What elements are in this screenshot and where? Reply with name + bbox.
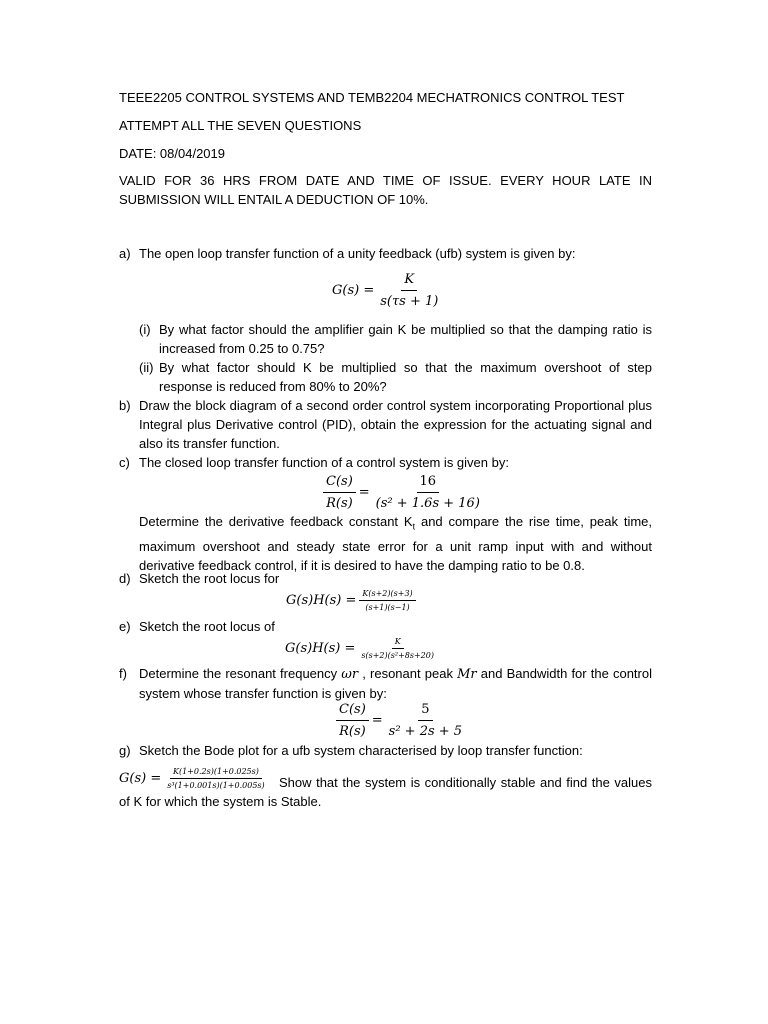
question-label: e) <box>119 619 131 634</box>
question-label: f) <box>119 666 127 681</box>
text-part: , resonant peak <box>358 666 458 681</box>
question-text <box>139 664 652 703</box>
fraction-denominator: (s² + 1.6s + 16) <box>375 496 480 511</box>
equation-lhs: G(s)H(s) = <box>285 641 356 656</box>
fraction-numerator: K(1+0.2s)(1+0.025s) <box>170 766 262 779</box>
question-label: c) <box>119 455 130 470</box>
fraction-numerator: C(s) <box>323 472 356 493</box>
question-text: Sketch the root locus for <box>139 571 280 586</box>
test-date: DATE: 08/04/2019 <box>119 146 225 161</box>
omega-symbol: ωr <box>341 667 359 682</box>
fraction-numerator: 5 <box>418 700 432 721</box>
equation-fraction <box>359 588 415 613</box>
fraction-denominator: (s+1)(s−1) <box>365 603 410 612</box>
subscript: t <box>412 521 416 532</box>
equation-e <box>285 636 440 661</box>
mr-symbol: Mr <box>457 667 477 682</box>
fraction-numerator: K(s+2)(s+3) <box>359 588 415 601</box>
fraction-numerator: K <box>392 636 404 649</box>
question-label: d) <box>119 571 131 586</box>
equation-d <box>286 588 419 613</box>
part-label: (ii) <box>139 360 154 375</box>
validity-notice: VALID FOR 36 HRS FROM DATE AND TIME OF ISSUE. EVERY HOUR LATE IN SUBMISSION WILL ENTAIL A DEDUCTION OF 10%. <box>119 173 652 207</box>
equation-fraction <box>386 700 465 741</box>
fraction-numerator: 16 <box>417 472 440 493</box>
equals-sign: = <box>358 485 370 500</box>
equation-a <box>332 270 444 311</box>
equation-fraction <box>358 636 437 661</box>
fraction-denominator: R(s) <box>326 496 353 511</box>
equation-lhs-fraction <box>336 700 369 741</box>
instruction: ATTEMPT ALL THE SEVEN QUESTIONS <box>119 118 362 133</box>
question-text: The closed loop transfer function of a control system is given by: <box>139 455 509 470</box>
fraction-denominator: s³(1+0.001s)(1+0.005s) <box>167 781 265 790</box>
equation-f <box>333 700 468 741</box>
equation-lhs: G(s) = <box>119 771 162 786</box>
equation-lhs-fraction <box>323 472 356 513</box>
text-part: Determine the derivative feedback constant K <box>139 514 413 529</box>
equation-fraction <box>377 270 441 311</box>
part-text: By what factor should the amplifier gain K be multiplied so that the damping ratio is increased from 0.25 to 0.75? <box>159 322 652 356</box>
equation-c <box>320 472 486 513</box>
question-g-continued: Show that the system is conditionally stable and find the values of K for which the system is Stable. <box>119 775 652 809</box>
equation-lhs: G(s) = <box>332 283 375 298</box>
question-text: Sketch the root locus of <box>139 619 275 634</box>
fraction-numerator: K <box>401 270 417 291</box>
question-text <box>139 512 652 575</box>
fraction-numerator: C(s) <box>336 700 369 721</box>
part-text: By what factor should K be multiplied so that the maximum overshoot of step response is reduced from 80% to 20%? <box>159 360 652 394</box>
question-text: The open loop transfer function of a unity feedback (ufb) system is given by: <box>139 246 576 261</box>
fraction-denominator: s(s+2)(s²+8s+20) <box>361 651 434 660</box>
question-label: a) <box>119 246 131 261</box>
question-label: b) <box>119 398 131 413</box>
question-label: g) <box>119 743 131 758</box>
fraction-denominator: R(s) <box>339 724 366 739</box>
test-title: TEEE2205 CONTROL SYSTEMS AND TEMB2204 MECHATRONICS CONTROL TEST <box>119 90 625 105</box>
equation-lhs: G(s)H(s) = <box>286 593 357 608</box>
fraction-denominator: s(τs + 1) <box>380 294 439 309</box>
question-text: Sketch the Bode plot for a ufb system characterised by loop transfer function: <box>139 743 583 758</box>
text-part: and compare the rise time, peak time, maximum overshoot and steady state error for a unit ramp input with and without derivative feedback control, if it is desired to have the damping ratio to be 0.8. <box>139 514 652 573</box>
text-part: Determine the resonant frequency <box>139 666 342 681</box>
equation-fraction <box>373 472 483 513</box>
part-label: (i) <box>139 322 151 337</box>
equals-sign: = <box>371 713 383 728</box>
question-text: Draw the block diagram of a second order control system incorporating Proportional plus Integral plus Derivative control (PID), obtain the expression for the actuating signal and also its transfer function. <box>139 398 652 451</box>
text-part: and Bandwidth for the control system whose transfer function is given by: <box>139 666 652 701</box>
fraction-denominator: s² + 2s + 5 <box>388 724 463 739</box>
